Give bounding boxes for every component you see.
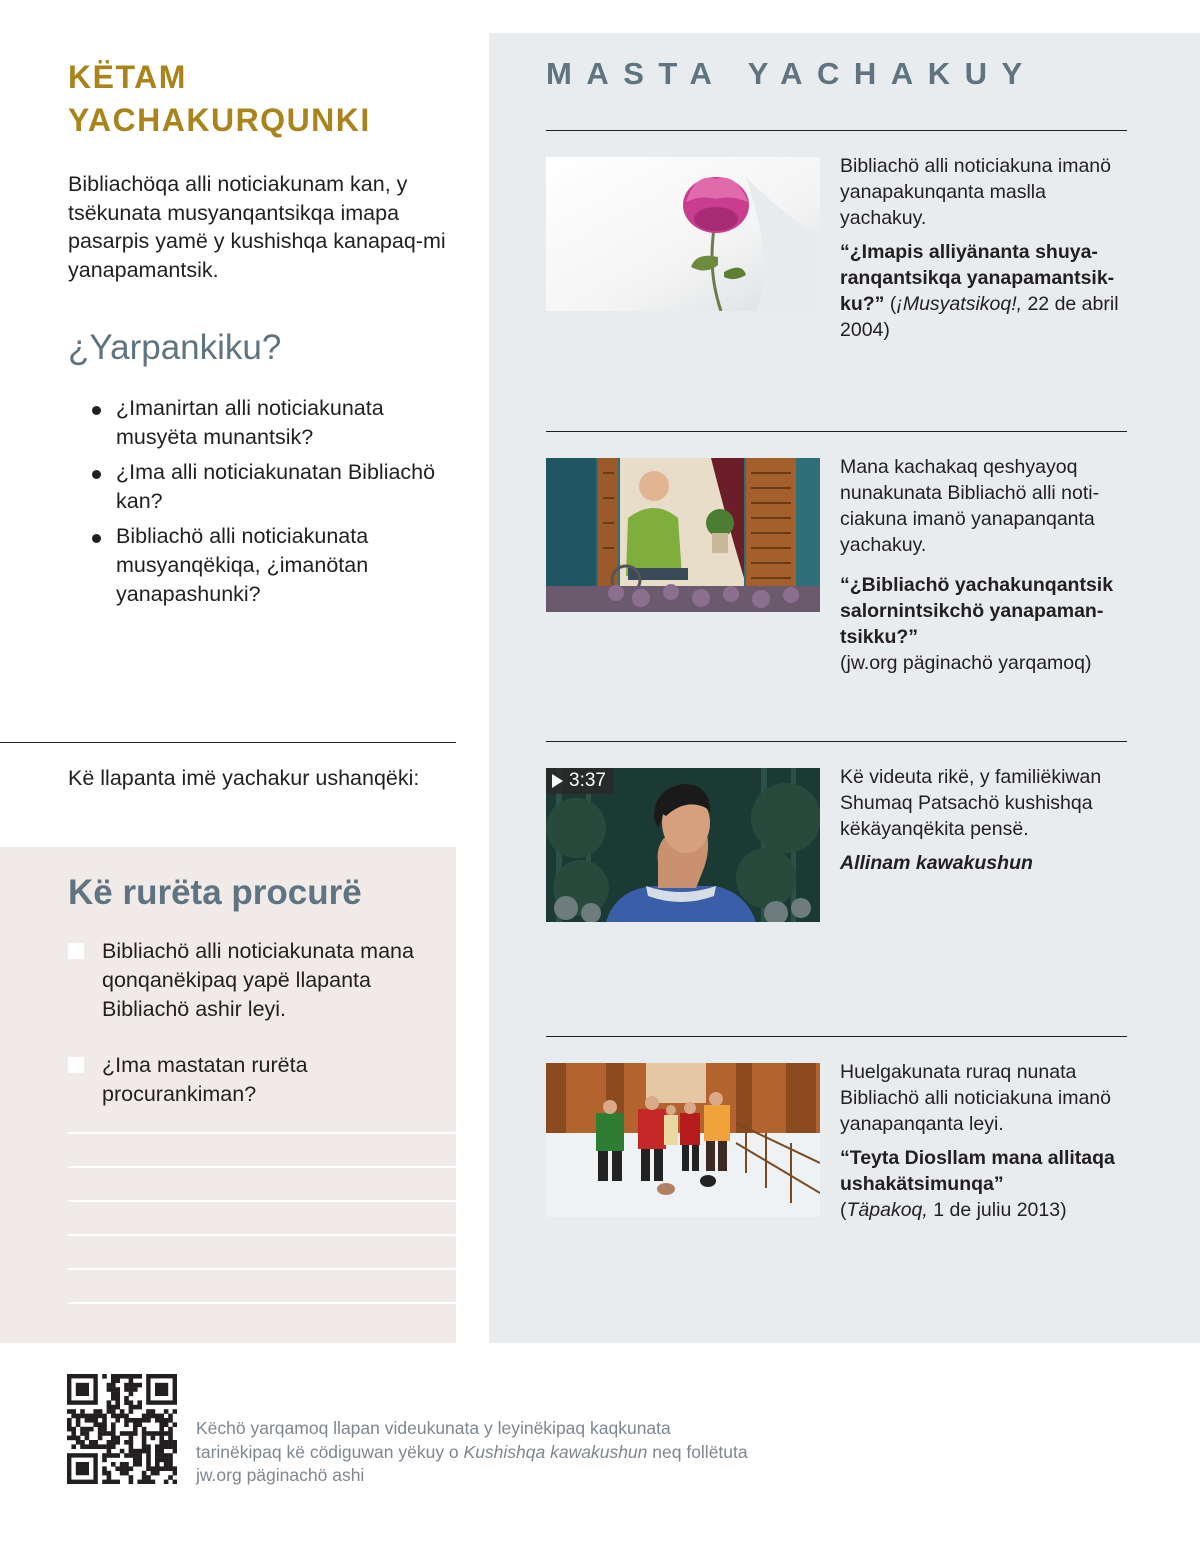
review-questions-heading: ¿Yarpankiku? <box>68 328 282 367</box>
item-reference-title[interactable]: “¿Bibliachö yachakunqantsik salornintsikchö yanapaman-tsikku?” <box>840 574 1114 648</box>
item-source-italic: Täpakoq, <box>846 1199 928 1221</box>
section-divider <box>0 742 456 743</box>
lesson-title-line2: YACHAKURQUNKI <box>68 102 371 138</box>
writing-line <box>68 1268 456 1270</box>
lesson-title <box>68 56 453 142</box>
footer-text: Këchö yarqamoq llapan videukunata y leyinëkipaq kaqkunata tarinëkipaq kë cödiguwan yëkuy o Kushishqa kawakushun neq follëtuta jw.org päginachö ashi <box>196 1418 748 1485</box>
item-reference[interactable]: “Teyta Diosllam mana allitaqa ushakätsimunqa” (Täpakoq, 1 de juliu 2013) <box>840 1147 1115 1221</box>
item-description <box>840 764 1125 876</box>
lesson-intro-section <box>68 56 453 615</box>
next-visit-prompt: Kë llapanta imë yachakur ushanqëki: <box>68 766 420 790</box>
man-in-wheelchair-by-window-photo[interactable] <box>546 458 820 612</box>
goal-heading: Kë rurëta procurë <box>68 873 362 912</box>
brochure-title: Kushishqa kawakushun <box>463 1441 648 1462</box>
item-text: Mana kachakaq qeshyayoq nunakunata Bibliachö alli noti-ciakuna imanö yanapanqanta yachakuy. <box>840 456 1100 556</box>
item-text: Huelgakunata ruraq nunata Bibliachö alli noticiakuna imanö yanapanqanta leyi. <box>840 1061 1111 1135</box>
item-reference-title: “¿Imapis alliyänanta shuya-ranqantsikqa yanapamantsik-ku?” <box>840 241 1115 315</box>
item-source: 1 de juliu 2013) <box>927 1199 1067 1221</box>
item-description <box>840 1059 1125 1223</box>
writing-line <box>68 1302 456 1304</box>
video-title[interactable]: Allinam kawakushun <box>840 852 1033 874</box>
goal-item-text: Bibliachö alli noticiakunata mana qonqanëkipaq yapë llapanta Bibliachö ashir leyi. <box>102 939 414 1021</box>
bullet-icon <box>92 406 101 415</box>
more-info-heading: MASTA YACHAKUY <box>546 56 1037 91</box>
lesson-intro-text: Bibliachöqa alli noticiakunam kan, y tsëkunata musyanqantsikqa imapa pasarpis yamë y kushishqa kanapaq-mi yanapamantsik. <box>68 172 446 282</box>
writing-line <box>68 1166 456 1168</box>
item-description <box>840 454 1125 676</box>
writing-line <box>68 1132 456 1134</box>
pink-flower-in-snow-photo[interactable] <box>546 157 820 311</box>
item-source: 22 de abril 2004) <box>840 293 1119 341</box>
writing-line <box>68 1234 456 1236</box>
bullet-icon <box>92 534 101 543</box>
qr-code-icon[interactable] <box>67 1374 177 1484</box>
video-duration-badge[interactable] <box>546 768 614 794</box>
checkbox-icon[interactable] <box>68 943 84 959</box>
item-divider <box>546 130 1127 131</box>
goal-item <box>68 1051 448 1109</box>
bullet-icon <box>92 470 101 479</box>
goal-item-text: ¿Ima mastatan rurëta procurankiman? <box>102 1053 308 1106</box>
review-question: Bibliachö alli noticiakunata musyanqëkiqa, ¿imanötan yanapashunki? <box>92 522 453 609</box>
item-reference[interactable]: “¿Imapis alliyänanta shuya-ranqantsikqa yanapamantsik-ku?” (¡Musyatsikoq!, 22 de abril 2004) <box>840 241 1119 341</box>
review-question: ¿Ima alli noticiakunatan Bibliachö kan? <box>92 458 453 516</box>
family-walking-in-snow-photo[interactable] <box>546 1063 820 1217</box>
item-description <box>840 153 1125 343</box>
item-divider <box>546 1036 1127 1037</box>
review-question: ¿Imanirtan alli noticiakunata musyëta munantsik? <box>92 394 453 452</box>
item-source: (jw.org päginachö yarqamoq) <box>840 652 1092 674</box>
review-questions-list <box>92 394 453 609</box>
lesson-title-line1: KËTAM <box>68 59 187 95</box>
item-text: Kë videuta rikë, y familiëkiwan Shumaq Patsachö kushishqa këkäyanqëkita pensë. <box>840 766 1102 840</box>
item-reference-title: “Teyta Diosllam mana allitaqa ushakätsimunqa” <box>840 1147 1115 1195</box>
item-divider <box>546 741 1127 742</box>
item-text: Bibliachö alli noticiakuna imanö yanapakunqanta maslla yachakuy. <box>840 155 1111 229</box>
checkbox-icon[interactable] <box>68 1057 84 1073</box>
play-icon <box>552 774 563 788</box>
goal-item <box>68 937 448 1024</box>
item-source-italic: ¡Musyatsikoq!, <box>896 293 1023 315</box>
writing-line <box>68 1200 456 1202</box>
item-divider <box>546 431 1127 432</box>
video-duration: 3:37 <box>569 770 606 791</box>
